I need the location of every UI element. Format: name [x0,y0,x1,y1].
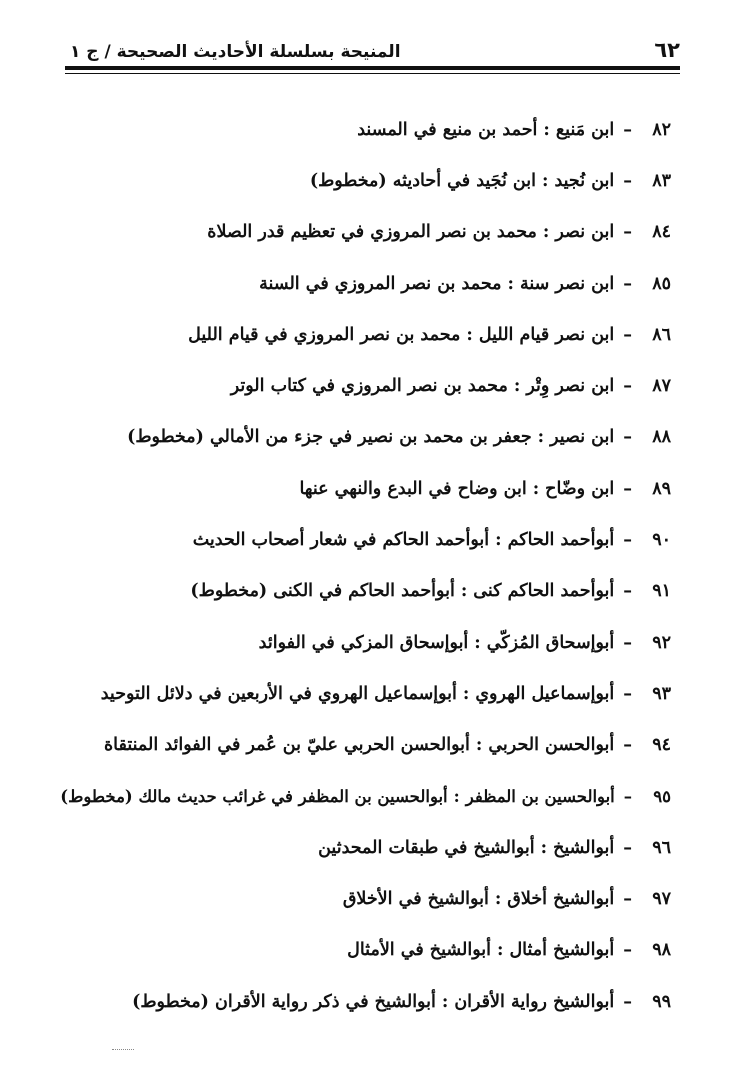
entry-source: ابن نُجَيد في أحاديثه (مخطوط) [309,170,536,191]
entry-abbreviation: أبوالحسين بن المظفر [465,787,615,806]
entry-number: ٩٦ [652,837,671,858]
entry-colon: : [532,478,540,499]
entry-source: محمد بن نصر المروزي في تعظيم قدر الصلاة [207,222,537,243]
entry-dash: – [623,940,632,961]
entry-abbreviation: ابن نصر قيام الليل [478,324,615,345]
entry-number: ٩١ [652,581,671,602]
list-item [51,771,671,822]
entry-source: جعفر بن محمد بن نصير في جزء من الأمالي (مخطوط) [127,427,532,448]
entry-number: ٩٨ [652,940,671,961]
entry-dash: – [623,427,632,448]
entry-abbreviation: ابن مَنيع [555,119,615,140]
entry-source: أبوأحمد الحاكم في الكنى (مخطوط) [190,581,455,602]
entry-dash: – [623,376,632,397]
entry-abbreviation: أبوإسماعيل الهروي [475,683,615,704]
entry-abbreviation: أبوالحسن الحربي [488,735,615,756]
entry-source: أبوأحمد الحاكم في شعار أصحاب الحديث [192,530,490,551]
list-item [51,258,671,309]
entry-dash: – [623,991,632,1012]
entry-abbreviation: ابن وضّاح [545,478,615,499]
entry-dash: – [623,735,632,756]
entry-abbreviation: ابن نُجيد [554,170,615,191]
entry-abbreviation: أبوأحمد الحاكم [507,530,615,551]
entry-colon: : [540,837,548,858]
entry-source: أحمد بن منيع في المسند [357,119,538,140]
entry-number: ٩٥ [653,787,671,806]
list-item [51,617,671,668]
entry-dash: – [623,222,632,243]
list-item [51,155,671,206]
entry-colon: : [474,632,481,653]
entry-colon: : [462,683,470,704]
list-item [51,720,671,771]
entry-number: ٩٢ [652,632,671,653]
list-item [51,566,671,617]
list-item [51,412,671,463]
entry-colon: : [466,324,473,345]
list-item [51,822,671,873]
footer-mark [112,1049,134,1050]
entry-number: ٨٤ [652,222,671,243]
entry-colon: : [453,787,460,806]
entry-abbreviation: أبوالشيخ أمثال [509,940,615,961]
entry-abbreviation: أبوالشيخ رواية الأقران [454,991,615,1012]
entry-dash: – [623,170,632,191]
entry-source: ابن وضاح في البدع والنهي عنها [299,478,527,499]
entry-number: ٩٤ [652,735,671,756]
entry-dash: – [623,478,632,499]
entry-abbreviation: ابن نصير [550,427,615,448]
entry-colon: : [475,735,483,756]
entry-abbreviation: ابن نصر سنة [519,273,615,294]
entry-source: أبوالشيخ في الأمثال [347,940,491,961]
entry-abbreviation: أبوالشيخ [553,837,615,858]
entry-colon: : [460,581,468,602]
list-item [51,668,671,719]
running-title: المنيحة بسلسلة الأحاديث الصحيحة / ج ١ [70,42,401,62]
entry-source: أبوالحسين بن المظفر في غرائب حديث مالك (مخطوط) [60,787,448,806]
entry-number: ٩٧ [652,889,671,910]
entry-dash: – [623,632,632,653]
list-item [51,360,671,411]
entry-abbreviation: أبوإسحاق المُزكّي [486,632,615,653]
entry-number: ٩٩ [652,991,671,1012]
list-item [51,925,671,976]
entry-colon: : [495,530,502,551]
entry-abbreviation: أبوأحمد الحاكم كنى [473,581,615,602]
entry-dash: – [623,787,632,806]
entry-colon: : [543,119,550,140]
entry-colon: : [441,991,449,1012]
entry-number: ٨٣ [652,170,671,191]
entry-colon: : [542,222,550,243]
entry-colon: : [537,427,545,448]
entry-dash: – [623,581,632,602]
list-item [51,976,671,1027]
list-item [51,514,671,565]
entry-number: ٩٣ [652,683,671,704]
entry-dash: – [623,837,632,858]
entry-number: ٨٨ [652,427,671,448]
entry-colon: : [542,170,549,191]
entry-colon: : [507,273,514,294]
entry-dash: – [623,324,632,345]
entry-source: أبوالشيخ في طبقات المحدثين [318,837,535,858]
entry-abbreviation: ابن نصر [555,222,615,243]
entry-number: ٨٩ [652,478,671,499]
list-item [51,309,671,360]
entry-colon: : [496,940,504,961]
entry-source: محمد بن نصر المروزي في كتاب الوتر [230,376,508,397]
entry-source: محمد بن نصر المروزي في السنة [259,273,502,294]
page-number: ٦٢ [654,38,680,62]
entry-source: أبوإسماعيل الهروي في الأربعين في دلائل التوحيد [100,683,457,704]
entry-dash: – [623,683,632,704]
entry-colon: : [513,376,521,397]
entry-abbreviation: ابن نصر وِتْر [526,376,615,397]
list-item [51,873,671,924]
header-rule-thick [65,66,680,70]
page-header [70,26,680,62]
entry-dash: – [623,119,632,140]
entry-dash: – [623,273,632,294]
entry-number: ٨٧ [652,376,671,397]
list-item [51,207,671,258]
entry-number: ٩٠ [652,530,671,551]
entry-source: أبوالشيخ في ذكر رواية الأقران (مخطوط) [132,991,436,1012]
entry-number: ٨٦ [652,324,671,345]
entry-abbreviation: أبوالشيخ أخلاق [507,889,615,910]
entry-number: ٨٢ [652,119,671,140]
entry-colon: : [494,889,502,910]
entry-dash: – [623,530,632,551]
entry-source: أبوالحسن الحربي عليّ بن عُمر في الفوائد المنتقاة [104,735,470,756]
header-rule-thin [65,73,680,74]
entry-source: أبوإسحاق المزكي في الفوائد [258,632,469,653]
list-item [51,463,671,514]
list-item [51,104,671,155]
entry-dash: – [623,889,632,910]
entry-number: ٨٥ [652,273,671,294]
abbreviations-list [51,104,671,1027]
entry-source: أبوالشيخ في الأخلاق [342,889,489,910]
entry-source: محمد بن نصر المروزي في قيام الليل [188,324,461,345]
